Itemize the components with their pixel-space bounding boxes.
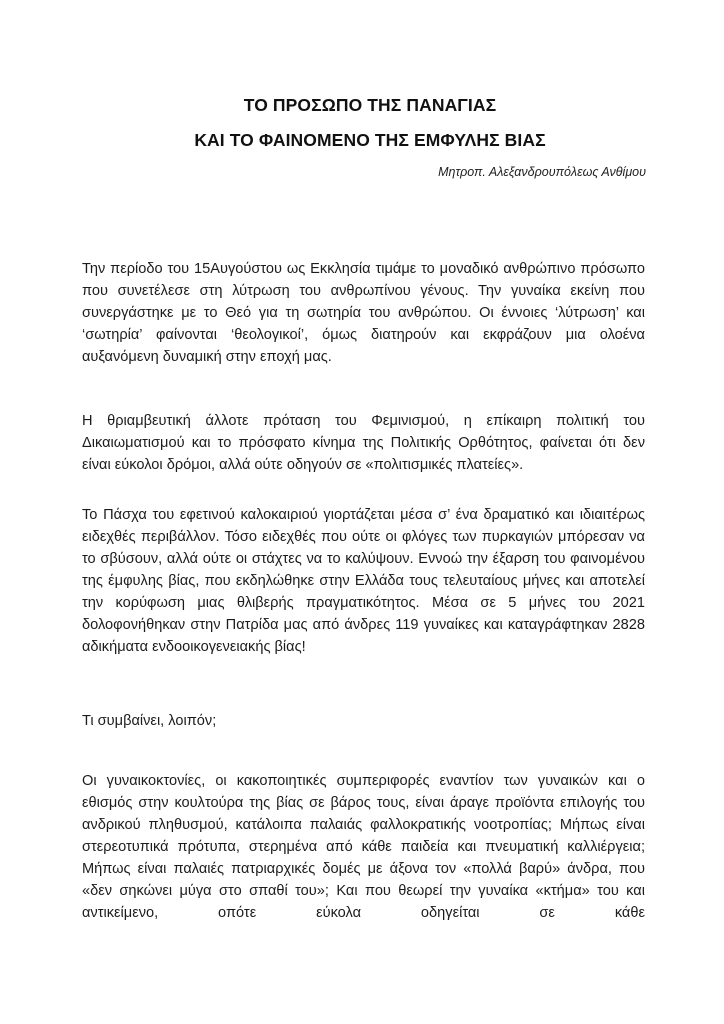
document-title-line-2: ΚΑΙ ΤΟ ΦΑΙΝΟΜΕΝΟ ΤΗΣ ΕΜΦΥΛΗΣ ΒΙΑΣ [194, 130, 546, 150]
paragraph-3: Το Πάσχα του εφετινού καλοκαιριού γιορτάζεται μέσα σ’ ένα δραματικό και ιδιαιτέρως ειδεχθές περιβάλλον. Τόσο ειδεχθές που ούτε οι φλόγες των πυρκαγιών μπόρεσαν να το σβύσουν, αλλά ούτε οι στάχτες να το καλύψουν. Εννοώ την έξαρση του φαινομένου της έμφυλης βίας, που εκδηλώθηκε στην Ελλάδα τους τελευταίους μήνες και αποτελεί την κορύφωση μιας θλιβερής πραγματικότητος. Μέσα σε 5 μήνες του 2021 δολοφονήθηκαν στην Πατρίδα μας από άνδρες 119 γυναίκες και καταγράφτηκαν 2828 αδικήματα ενδοοικογενειακής βίας! [82, 507, 645, 655]
author-byline: Μητροπ. Αλεξανδρουπόλεως Ανθίμου [438, 165, 646, 179]
paragraph-1: Την περίοδο του 15Αυγούστου ως Εκκλησία τιμάμε το μοναδικό ανθρώπινο πρόσωπο που συνετέλεσε στη λύτρωση του ανθρωπίνου γένους. Την γυναίκα εκείνη που συνεργάστηκε με το Θεό για τη σωτηρία του ανθρώπου. Οι έννοιες ‘λύτρωση’ και ‘σωτηρία’ φαίνονται ‘θεολογικοί’, όμως διατηρούν και εκφράζουν μια ολοένα αυξανόμενη δυναμική στην εποχή μας. [82, 261, 645, 365]
document-title-line-1: ΤΟ ΠΡΟΣΩΠΟ ΤΗΣ ΠΑΝΑΓΙΑΣ [243, 95, 497, 115]
paragraph-5: Οι γυναικοκτονίες, οι κακοποιητικές συμπεριφορές εναντίον των γυναικών και ο εθισμός στην κουλτούρα της βίας σε βάρος τους, είναι άραγε προϊόντα επιλογής του ανδρικού πληθυσμού, κατάλοιπα παλαιάς φαλλοκρατικής νοοτροπίας; Μήπως είναι στερεοτυπικά πρότυπα, στερημένα από κάθε παιδεία και πνευματική καλλιέργεια; Μήπως είναι παλαιές πατριαρχικές δομές με άξονα τον «πολλά βαρύ» άνδρα, που «δεν σηκώνει μύγα στο σπαθί του»; Και που θεωρεί την γυναίκα «κτήμα» του και αντικείμενο, οπότε εύκολα οδηγείται σε κάθε [82, 773, 645, 921]
paragraph-2: Η θριαμβευτική άλλοτε πρόταση του Φεμινισμού, η επίκαιρη πολιτική του Δικαιωματισμού και το πρόσφατο κίνημα της Πολιτικής Ορθότητος, φαίνεται ότι δεν είναι εύκολοι δρόμοι, αλλά ούτε οδηγούν σε «πολιτισμικές πλατείες». [82, 413, 645, 473]
paragraph-question: Τι συμβαίνει, λοιπόν; [82, 713, 217, 729]
